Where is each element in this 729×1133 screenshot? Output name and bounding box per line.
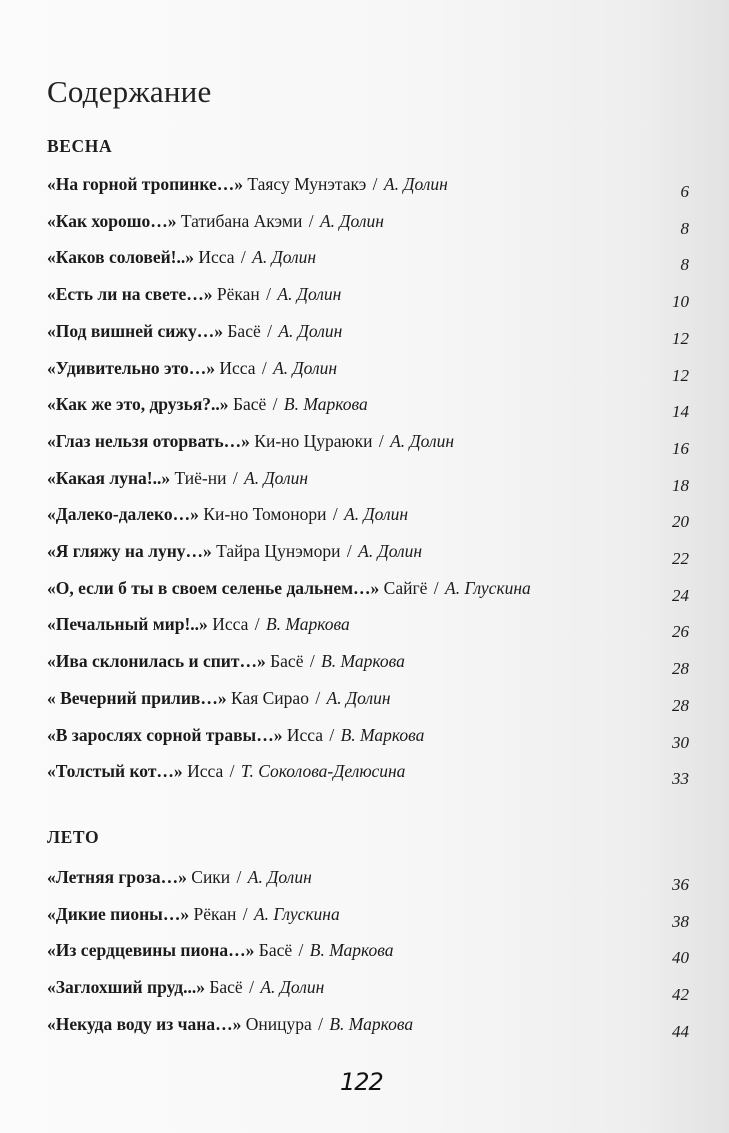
separator: / bbox=[229, 761, 235, 782]
translator: А. Долин bbox=[344, 504, 409, 525]
poem-author: Тиё-ни bbox=[174, 467, 227, 488]
poem-author: Оницура bbox=[245, 1013, 312, 1034]
toc-entry bbox=[47, 318, 689, 348]
separator: / bbox=[318, 1013, 323, 1034]
poem-title: «Как хорошо…» bbox=[47, 210, 177, 231]
separator: / bbox=[309, 651, 315, 672]
poem-title: «На горной тропинке…» bbox=[47, 174, 243, 194]
separator: / bbox=[372, 174, 378, 194]
page-ref: 10 bbox=[672, 292, 689, 312]
translator: А. Долин bbox=[252, 247, 317, 268]
page-ref: 26 bbox=[672, 622, 689, 642]
poem-author: Исса bbox=[286, 724, 323, 745]
poem-title: «Как же это, друзья?..» bbox=[47, 394, 229, 415]
page-ref: 16 bbox=[672, 438, 689, 458]
translator: А. Глускина bbox=[445, 577, 531, 598]
toc-entry bbox=[47, 355, 689, 385]
toc-entry bbox=[47, 538, 689, 568]
separator: / bbox=[236, 867, 242, 887]
page-ref: 38 bbox=[672, 911, 689, 931]
page-ref: 8 bbox=[680, 255, 689, 275]
separator: / bbox=[242, 903, 248, 924]
poem-title: «Удивительно это…» bbox=[47, 357, 215, 378]
poem-title: «Я гляжу на луну…» bbox=[47, 541, 212, 561]
poem-title: «Какая луна!..» bbox=[47, 467, 171, 488]
separator: / bbox=[272, 394, 278, 415]
translator: В. Маркова bbox=[329, 1013, 414, 1034]
toc-entry bbox=[47, 685, 689, 715]
section-heading-summer: ЛЕТО bbox=[47, 827, 100, 847]
separator: / bbox=[261, 357, 267, 378]
page-ref: 20 bbox=[672, 512, 689, 532]
poem-title: «Есть ли на свете…» bbox=[47, 284, 213, 305]
toc-entry bbox=[47, 428, 689, 458]
toc-entry bbox=[47, 208, 689, 238]
toc-entry bbox=[47, 501, 689, 532]
translator: В. Маркова bbox=[321, 651, 405, 672]
separator: / bbox=[267, 320, 272, 341]
translator: А. Долин bbox=[260, 977, 325, 998]
page-ref: 18 bbox=[672, 475, 689, 495]
page-ref: 40 bbox=[672, 948, 689, 968]
toc-entry bbox=[47, 1011, 689, 1041]
poem-author: Басё bbox=[209, 977, 243, 998]
separator: / bbox=[332, 504, 338, 525]
poem-title: «Некуда воду из чана…» bbox=[47, 1013, 242, 1034]
translator: В. Маркова bbox=[265, 614, 350, 635]
poem-author: Сайгё bbox=[383, 577, 428, 598]
poem-author: Исса bbox=[187, 761, 224, 782]
page-ref: 8 bbox=[680, 218, 689, 238]
poem-author: Кая Сирао bbox=[231, 687, 309, 708]
page-ref: 24 bbox=[672, 585, 689, 605]
translator: А. Долин bbox=[383, 174, 448, 194]
poem-title: «Глаз нельзя оторвать…» bbox=[47, 430, 250, 451]
separator: / bbox=[433, 577, 439, 598]
separator: / bbox=[329, 724, 335, 745]
poem-title: «В зарослях сорной травы…» bbox=[47, 724, 283, 745]
poem-title: «Каков соловей!..» bbox=[47, 247, 194, 268]
separator: / bbox=[232, 467, 238, 488]
poem-author: Ки-но Цураюки bbox=[254, 430, 373, 451]
poem-title: «Летняя гроза…» bbox=[47, 867, 187, 887]
translator: В. Маркова bbox=[340, 724, 425, 745]
page-ref: 28 bbox=[672, 659, 689, 679]
page-ref: 12 bbox=[672, 365, 689, 385]
translator: А. Долин bbox=[278, 320, 343, 341]
separator: / bbox=[315, 687, 321, 708]
poem-title: «Толстый кот…» bbox=[47, 761, 183, 782]
toc-entry bbox=[47, 974, 689, 1005]
translator: А. Долин bbox=[358, 541, 423, 561]
poem-title: «Под вишней сижу…» bbox=[47, 320, 223, 341]
page-number: 122 bbox=[340, 1068, 383, 1096]
poem-title: «О, если б ты в своем селенье дальнем…» bbox=[47, 577, 380, 598]
toc-entry bbox=[47, 758, 689, 789]
page-ref: 36 bbox=[672, 875, 689, 894]
page-ref: 22 bbox=[672, 549, 689, 568]
section-heading-spring: ВЕСНА bbox=[47, 136, 113, 156]
toc-entry bbox=[47, 391, 689, 422]
toc-entry bbox=[47, 575, 689, 605]
translator: А. Долин bbox=[319, 210, 384, 231]
poem-author: Рёкан bbox=[216, 284, 260, 305]
poem-title: «Дикие пионы…» bbox=[47, 903, 190, 924]
poem-title: «Далеко-далеко…» bbox=[47, 504, 199, 525]
separator: / bbox=[378, 430, 384, 451]
translator: А. Долин bbox=[244, 467, 309, 488]
poem-author: Исса bbox=[219, 357, 256, 378]
poem-author: Татибана Акэми bbox=[180, 210, 303, 231]
poem-author: Басё bbox=[227, 320, 261, 341]
poem-title: «Ива склонилась и спит…» bbox=[47, 651, 266, 672]
translator: В. Маркова bbox=[309, 940, 394, 961]
translator: Т. Соколова-Делюсина bbox=[240, 761, 406, 782]
translator: А. Долин bbox=[326, 687, 391, 708]
page-ref: 33 bbox=[672, 769, 689, 789]
poem-author: Сики bbox=[191, 867, 231, 887]
toc-entry bbox=[47, 937, 689, 968]
toc-entry bbox=[47, 722, 689, 752]
page-ref: 42 bbox=[672, 985, 689, 1005]
separator: / bbox=[249, 977, 254, 998]
poem-author: Таясу Мунэтакэ bbox=[247, 174, 367, 194]
page-ref: 6 bbox=[680, 182, 689, 201]
separator: / bbox=[346, 541, 352, 561]
poem-author: Басё bbox=[270, 651, 304, 672]
poem-title: «Печальный мир!..» bbox=[47, 614, 208, 635]
page-ref: 12 bbox=[672, 328, 689, 348]
translator: А. Долин bbox=[390, 430, 455, 451]
translator: А. Долин bbox=[277, 284, 342, 305]
poem-author: Рёкан bbox=[193, 903, 237, 924]
page-title: Содержание bbox=[47, 74, 212, 109]
translator: А. Долин bbox=[247, 867, 312, 887]
separator: / bbox=[298, 940, 304, 961]
separator: / bbox=[266, 284, 271, 305]
toc-entry bbox=[47, 171, 689, 201]
page-ref: 28 bbox=[672, 695, 689, 715]
toc-entry bbox=[47, 648, 689, 679]
translator: В. Маркова bbox=[283, 394, 368, 415]
page-ref: 44 bbox=[672, 1021, 689, 1041]
toc-entry bbox=[47, 901, 689, 931]
poem-title: « Вечерний прилив…» bbox=[47, 687, 227, 708]
toc-entry bbox=[47, 611, 689, 642]
translator: А. Долин bbox=[273, 357, 338, 378]
poem-title: «Заглохший пруд...» bbox=[47, 977, 205, 998]
poem-author: Басё bbox=[232, 394, 267, 415]
translator: А. Глускина bbox=[253, 903, 340, 924]
poem-title: «Из сердцевины пиона…» bbox=[47, 940, 255, 961]
poem-author: Исса bbox=[198, 247, 235, 268]
poem-author: Тайра Цунэмори bbox=[216, 541, 341, 561]
toc-entry bbox=[47, 281, 689, 312]
poem-author: Исса bbox=[212, 614, 249, 635]
toc-entry bbox=[47, 864, 689, 894]
separator: / bbox=[308, 210, 314, 231]
toc-entry bbox=[47, 244, 689, 275]
poem-author: Ки-но Томонори bbox=[203, 504, 327, 525]
poem-author: Басё bbox=[258, 940, 293, 961]
separator: / bbox=[240, 247, 246, 268]
toc-entry bbox=[47, 465, 689, 495]
separator: / bbox=[254, 614, 260, 635]
page-ref: 14 bbox=[672, 402, 689, 422]
page-ref: 30 bbox=[672, 732, 689, 752]
